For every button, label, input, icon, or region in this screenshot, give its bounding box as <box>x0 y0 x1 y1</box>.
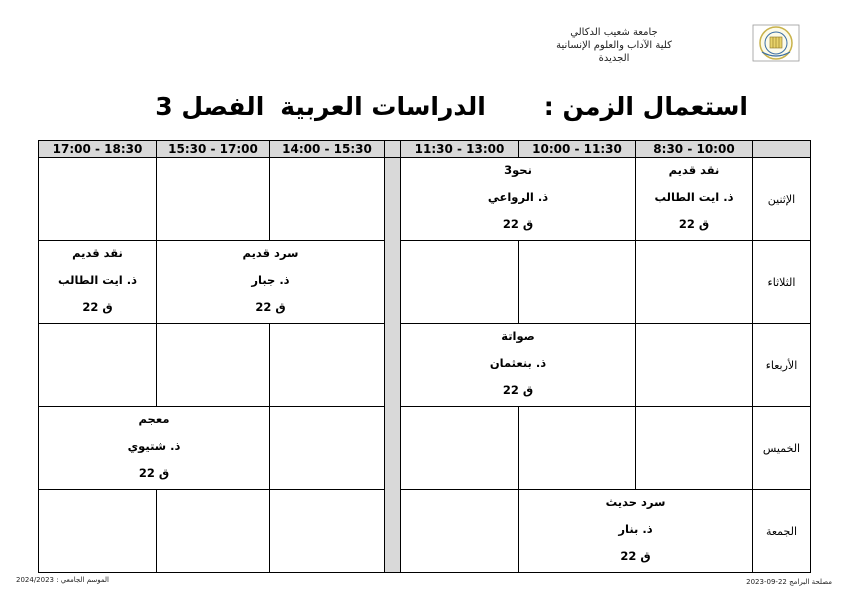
day-label: الجمعة <box>753 490 811 573</box>
session-course: سرد قديم <box>242 246 299 260</box>
slot-header: 17:00 - 18:30 <box>39 141 157 158</box>
day-label: الأربعاء <box>753 324 811 407</box>
empty-cell <box>39 490 157 573</box>
empty-cell <box>636 324 753 407</box>
empty-cell <box>519 241 636 324</box>
lunch-gap <box>385 141 401 158</box>
slot-header: 10:00 - 11:30 <box>519 141 636 158</box>
day-label: الخميس <box>753 407 811 490</box>
session-cell <box>401 158 636 241</box>
session-course: نقد قديم <box>668 163 720 177</box>
empty-cell <box>270 158 385 241</box>
schedule-title <box>155 92 748 121</box>
empty-cell <box>270 490 385 573</box>
empty-cell <box>636 407 753 490</box>
session-room: ق 22 <box>502 383 534 397</box>
session-cell <box>157 241 385 324</box>
title-semester: الفصل 3 <box>155 92 265 121</box>
session-course: صواتة <box>501 329 535 343</box>
timetable-row-friday <box>39 490 811 573</box>
empty-cell <box>157 158 270 241</box>
university-seal-logo <box>752 24 800 62</box>
university-name: جامعة شعيب الدكالي <box>570 27 658 38</box>
session-teacher: ذ. شتيوي <box>127 439 181 453</box>
session-course: سرد حديث <box>605 495 666 509</box>
session-room: ق 22 <box>678 217 710 231</box>
faculty-name: كلية الآداب والعلوم الإنسانية <box>556 40 672 51</box>
session-cell <box>401 324 636 407</box>
session-teacher: ذ. جبار <box>251 273 290 287</box>
timetable <box>38 140 811 573</box>
session-teacher: ذ. ايت الطالب <box>654 190 734 204</box>
empty-cell <box>39 324 157 407</box>
footer-academic-year: الموسم الجامعي : 2024/2023 <box>16 576 109 584</box>
empty-cell <box>39 158 157 241</box>
city-name: الجديدة <box>598 53 630 64</box>
timetable-header-row <box>39 141 811 158</box>
session-room: ق 22 <box>620 549 651 563</box>
timetable-row-thursday <box>39 407 811 490</box>
timetable-row-wednesday <box>39 324 811 407</box>
session-teacher: ذ. بنعثمان <box>489 356 547 370</box>
session-course: نقد قديم <box>72 246 123 260</box>
empty-cell <box>519 407 636 490</box>
session-teacher: ذ. ايت الطالب <box>58 273 137 287</box>
session-cell <box>39 407 270 490</box>
empty-cell <box>270 407 385 490</box>
session-cell <box>39 241 157 324</box>
session-teacher: ذ. بنار <box>618 522 653 536</box>
session-cell <box>636 158 753 241</box>
title-program: الدراسات العربية <box>280 92 486 121</box>
timetable-row-tuesday <box>39 241 811 324</box>
title-heading: استعمال الزمن : <box>543 92 748 121</box>
empty-cell <box>401 241 519 324</box>
empty-cell <box>401 407 519 490</box>
session-cell <box>519 490 753 573</box>
session-room: ق 22 <box>502 217 534 231</box>
slot-header: 15:30 - 17:00 <box>157 141 270 158</box>
institution-block <box>484 26 744 65</box>
timetable-row-monday <box>39 158 811 241</box>
slot-header: 8:30 - 10:00 <box>636 141 753 158</box>
day-header-empty <box>753 141 811 158</box>
slot-header: 11:30 - 13:00 <box>401 141 519 158</box>
lunch-gap <box>385 158 401 573</box>
empty-cell <box>157 324 270 407</box>
session-course: معجم <box>138 412 170 426</box>
session-teacher: ذ. الرواعي <box>487 190 549 204</box>
session-room: ق 22 <box>82 300 113 314</box>
session-room: ق 22 <box>255 300 286 314</box>
day-label: الإثنين <box>753 158 811 241</box>
empty-cell <box>157 490 270 573</box>
empty-cell <box>270 324 385 407</box>
empty-cell <box>636 241 753 324</box>
session-room: ق 22 <box>138 466 170 480</box>
empty-cell <box>401 490 519 573</box>
slot-header: 14:00 - 15:30 <box>270 141 385 158</box>
day-label: الثلاثاء <box>753 241 811 324</box>
session-course: نحو3 <box>504 163 532 177</box>
footer-programs-office: مصلحة البرامج 22-09-2023 <box>746 578 832 586</box>
